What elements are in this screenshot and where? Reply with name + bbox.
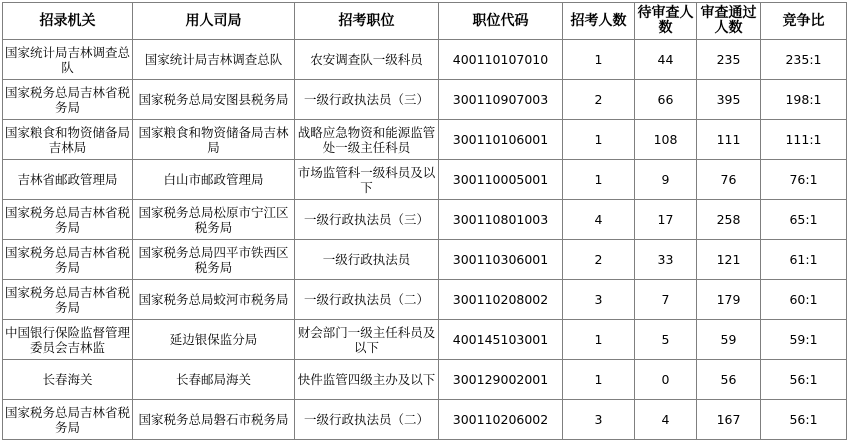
table-body bbox=[3, 40, 847, 440]
header-position-code: 职位代码 bbox=[439, 3, 563, 40]
position-code-cell: 300110801003 bbox=[439, 200, 563, 240]
recruit-count-cell: 3 bbox=[563, 400, 635, 440]
approved-count-cell: 59 bbox=[697, 320, 761, 360]
recruit-count-cell: 1 bbox=[563, 360, 635, 400]
recruitment-table bbox=[2, 2, 847, 440]
table-row bbox=[3, 320, 847, 360]
employing-bureau-cell: 延边银保监分局 bbox=[133, 320, 295, 360]
position-code-cell: 300110005001 bbox=[439, 160, 563, 200]
table-row bbox=[3, 400, 847, 440]
employing-bureau-cell: 国家税务总局蛟河市税务局 bbox=[133, 280, 295, 320]
approved-count-cell: 121 bbox=[697, 240, 761, 280]
header-position: 招考职位 bbox=[295, 3, 439, 40]
table-row bbox=[3, 360, 847, 400]
table-row bbox=[3, 120, 847, 160]
pending-review-cell: 0 bbox=[635, 360, 697, 400]
position-cell: 快件监管四级主办及以下 bbox=[295, 360, 439, 400]
employing-bureau-cell: 国家税务总局安图县税务局 bbox=[133, 80, 295, 120]
recruit-count-cell: 4 bbox=[563, 200, 635, 240]
pending-review-cell: 17 bbox=[635, 200, 697, 240]
table-row bbox=[3, 40, 847, 80]
table-row bbox=[3, 240, 847, 280]
approved-count-cell: 179 bbox=[697, 280, 761, 320]
competition-ratio-cell: 56:1 bbox=[761, 400, 847, 440]
approved-count-cell: 235 bbox=[697, 40, 761, 80]
approved-count-cell: 56 bbox=[697, 360, 761, 400]
recruit-count-cell: 2 bbox=[563, 80, 635, 120]
header-row bbox=[3, 3, 847, 40]
recruit-count-cell: 2 bbox=[563, 240, 635, 280]
approved-count-cell: 76 bbox=[697, 160, 761, 200]
position-code-cell: 300110306001 bbox=[439, 240, 563, 280]
employing-bureau-cell: 国家粮食和物资储备局吉林局 bbox=[133, 120, 295, 160]
header-employing-bureau: 用人司局 bbox=[133, 3, 295, 40]
recruiting-agency-cell: 国家税务总局吉林省税务局 bbox=[3, 80, 133, 120]
position-cell: 一级行政执法员（二） bbox=[295, 400, 439, 440]
recruiting-agency-cell: 吉林省邮政管理局 bbox=[3, 160, 133, 200]
recruiting-agency-cell: 中国银行保险监督管理委员会吉林监 bbox=[3, 320, 133, 360]
employing-bureau-cell: 白山市邮政管理局 bbox=[133, 160, 295, 200]
recruit-count-cell: 1 bbox=[563, 160, 635, 200]
pending-review-cell: 33 bbox=[635, 240, 697, 280]
recruiting-agency-cell: 国家税务总局吉林省税务局 bbox=[3, 200, 133, 240]
recruiting-agency-cell: 国家税务总局吉林省税务局 bbox=[3, 400, 133, 440]
competition-ratio-cell: 56:1 bbox=[761, 360, 847, 400]
header-recruit-count: 招考人数 bbox=[563, 3, 635, 40]
competition-ratio-cell: 76:1 bbox=[761, 160, 847, 200]
competition-ratio-cell: 235:1 bbox=[761, 40, 847, 80]
position-code-cell: 400110107010 bbox=[439, 40, 563, 80]
pending-review-cell: 9 bbox=[635, 160, 697, 200]
position-cell: 农安调查队一级科员 bbox=[295, 40, 439, 80]
pending-review-cell: 108 bbox=[635, 120, 697, 160]
position-cell: 一级行政执法员（三） bbox=[295, 80, 439, 120]
approved-count-cell: 258 bbox=[697, 200, 761, 240]
employing-bureau-cell: 国家税务总局磐石市税务局 bbox=[133, 400, 295, 440]
pending-review-cell: 44 bbox=[635, 40, 697, 80]
recruiting-agency-cell: 国家税务总局吉林省税务局 bbox=[3, 280, 133, 320]
employing-bureau-cell: 国家税务总局四平市铁西区税务局 bbox=[133, 240, 295, 280]
table-row bbox=[3, 200, 847, 240]
header-pending-review: 待审查人数 bbox=[635, 3, 697, 40]
table-row bbox=[3, 280, 847, 320]
position-code-cell: 300110208002 bbox=[439, 280, 563, 320]
position-code-cell: 400145103001 bbox=[439, 320, 563, 360]
table-row bbox=[3, 80, 847, 120]
position-cell: 一级行政执法员 bbox=[295, 240, 439, 280]
competition-ratio-cell: 59:1 bbox=[761, 320, 847, 360]
recruit-count-cell: 1 bbox=[563, 320, 635, 360]
approved-count-cell: 167 bbox=[697, 400, 761, 440]
recruiting-agency-cell: 国家统计局吉林调查总队 bbox=[3, 40, 133, 80]
recruit-count-cell: 1 bbox=[563, 40, 635, 80]
header-approved-count: 审查通过人数 bbox=[697, 3, 761, 40]
recruit-count-cell: 1 bbox=[563, 120, 635, 160]
competition-ratio-cell: 61:1 bbox=[761, 240, 847, 280]
position-code-cell: 300110206002 bbox=[439, 400, 563, 440]
position-code-cell: 300110907003 bbox=[439, 80, 563, 120]
pending-review-cell: 66 bbox=[635, 80, 697, 120]
competition-ratio-cell: 198:1 bbox=[761, 80, 847, 120]
approved-count-cell: 111 bbox=[697, 120, 761, 160]
competition-ratio-cell: 60:1 bbox=[761, 280, 847, 320]
position-cell: 战略应急物资和能源监管处一级主任科员 bbox=[295, 120, 439, 160]
employing-bureau-cell: 国家税务总局松原市宁江区税务局 bbox=[133, 200, 295, 240]
position-code-cell: 300110106001 bbox=[439, 120, 563, 160]
pending-review-cell: 5 bbox=[635, 320, 697, 360]
recruiting-agency-cell: 国家税务总局吉林省税务局 bbox=[3, 240, 133, 280]
employing-bureau-cell: 长春邮局海关 bbox=[133, 360, 295, 400]
position-code-cell: 300129002001 bbox=[439, 360, 563, 400]
approved-count-cell: 395 bbox=[697, 80, 761, 120]
position-cell: 市场监管科一级科员及以下 bbox=[295, 160, 439, 200]
recruit-count-cell: 3 bbox=[563, 280, 635, 320]
competition-ratio-cell: 65:1 bbox=[761, 200, 847, 240]
competition-ratio-cell: 111:1 bbox=[761, 120, 847, 160]
recruiting-agency-cell: 长春海关 bbox=[3, 360, 133, 400]
position-cell: 一级行政执法员（二） bbox=[295, 280, 439, 320]
header-competition-ratio: 竞争比 bbox=[761, 3, 847, 40]
recruiting-agency-cell: 国家粮食和物资储备局吉林局 bbox=[3, 120, 133, 160]
table-row bbox=[3, 160, 847, 200]
pending-review-cell: 7 bbox=[635, 280, 697, 320]
employing-bureau-cell: 国家统计局吉林调查总队 bbox=[133, 40, 295, 80]
header-recruiting-agency: 招录机关 bbox=[3, 3, 133, 40]
table-header bbox=[3, 3, 847, 40]
position-cell: 一级行政执法员（三） bbox=[295, 200, 439, 240]
position-cell: 财会部门一级主任科员及以下 bbox=[295, 320, 439, 360]
pending-review-cell: 4 bbox=[635, 400, 697, 440]
